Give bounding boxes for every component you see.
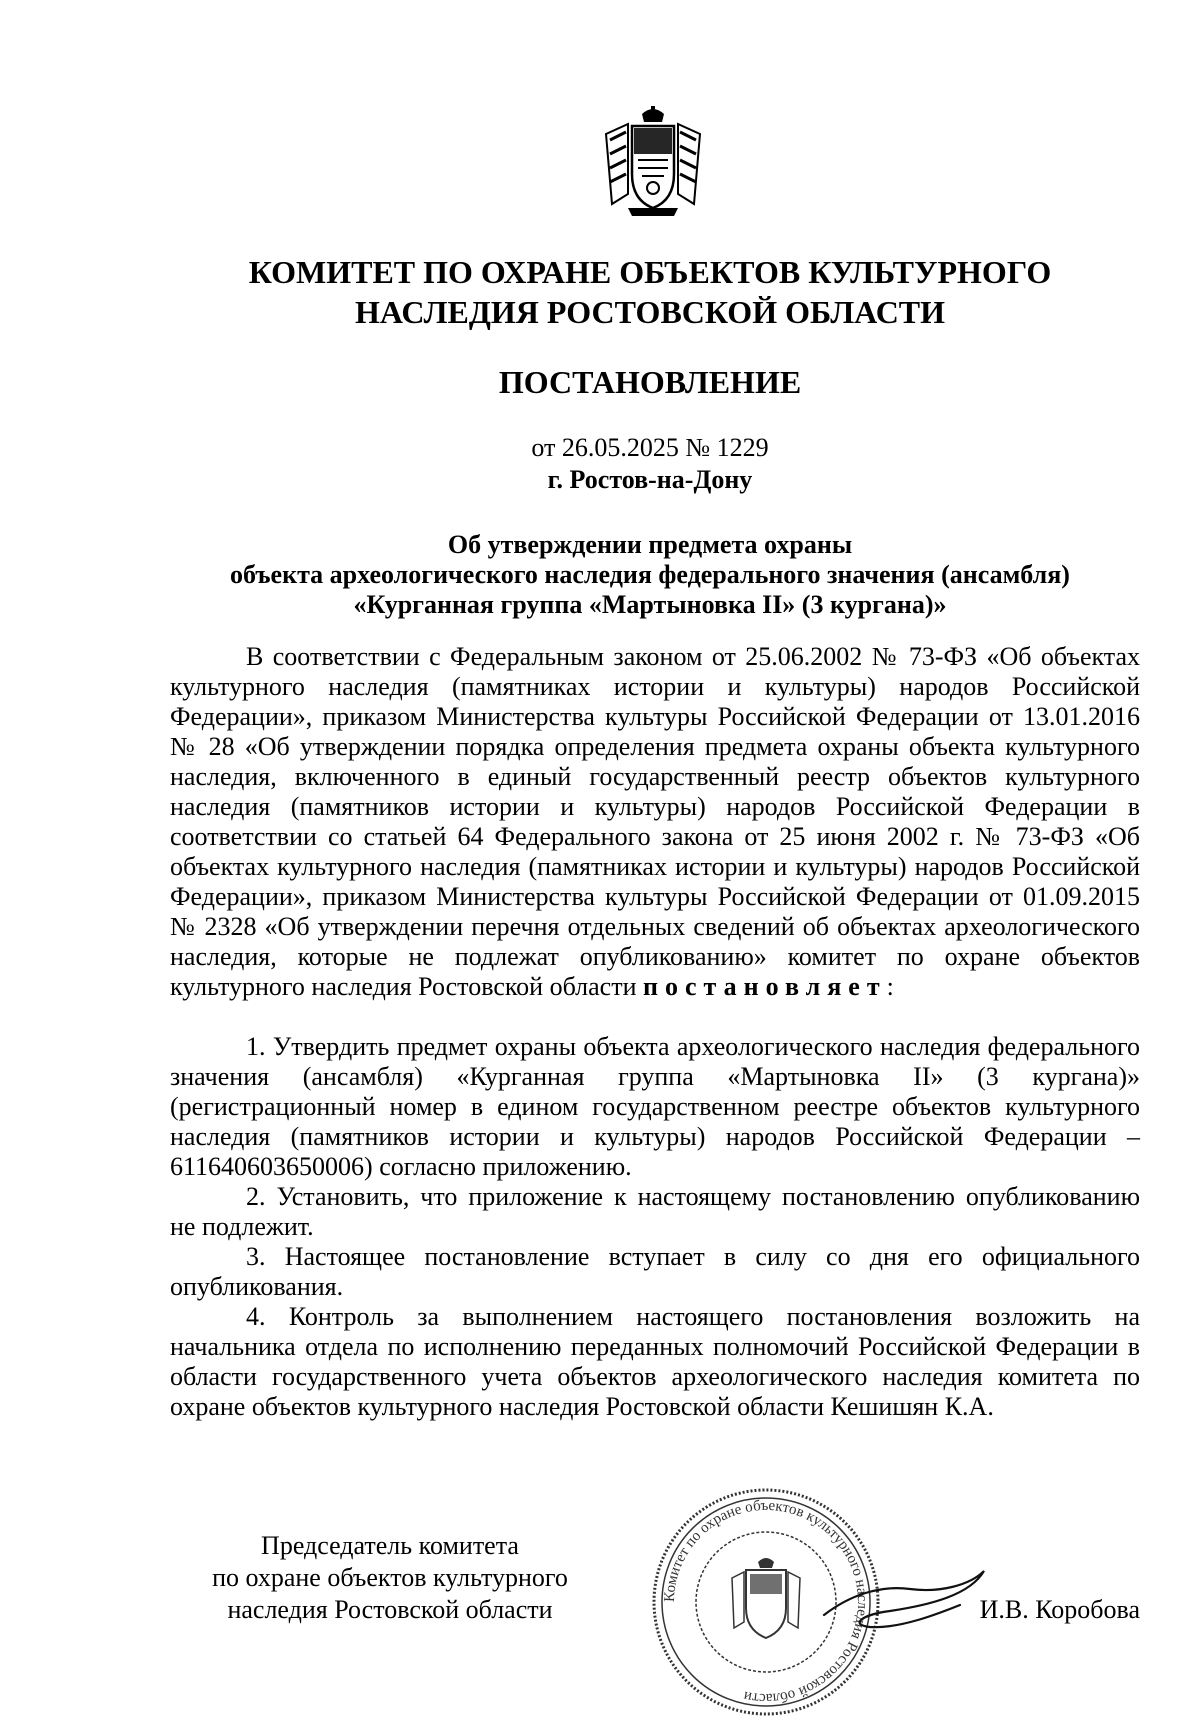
title-line-1: Об утверждении предмета охраны <box>447 530 853 559</box>
position-line-1: Председатель комитета <box>261 1531 519 1560</box>
position-line-3: наследия Ростовской области <box>227 1595 553 1624</box>
organization-line-1: КОМИТЕТ ПО ОХРАНЕ ОБЪЕКТОВ КУЛЬТУРНОГО <box>248 254 1052 290</box>
title-line-3: «Курганная группа «Мартыновка II» (3 кургана)» <box>353 590 947 619</box>
coat-of-arms-icon <box>598 104 708 222</box>
document-title <box>160 530 1140 620</box>
item-paragraph: 3. Настоящее постановление вступает в силу со дня его официального опубликования. <box>170 1242 1140 1301</box>
resolves-word: постановляет <box>643 972 887 1001</box>
document-type: ПОСТАНОВЛЕНИЕ <box>498 364 802 400</box>
organization-line-2: НАСЛЕДИЯ РОСТОВСКОЙ ОБЛАСТИ <box>354 294 946 330</box>
date-number: от 26.05.2025 № 1229 <box>531 433 769 462</box>
seal-text: Комитет по охране объектов культурного наследия Ростовской области <box>661 1497 871 1707</box>
title-line-2: объекта археологического наследия федерального значения (ансамбля) <box>230 560 1070 589</box>
organization-name <box>160 252 1140 332</box>
signatory-name: И.В. Коробова <box>979 1595 1140 1624</box>
signatory-position <box>160 1530 620 1626</box>
city: г. Ростов-на-Дону <box>547 465 753 494</box>
position-line-2: по охране объектов культурного <box>212 1563 568 1592</box>
preamble-text: В соответствии с Федеральным законом от 25.06.2002 № 73-ФЗ «Об объектах культурного наследия (памятниках истории и культуры) народов Российской Федерации», приказом Министерства культуры Российской Федерации от 13.01.2016 № 28 «Об утверждении порядка определения предмета охраны объекта культурного наследия, включенного в единый государственный реестр объектов культурного наследия (памятников истории и культуры) народов Российской Федерации в соответствии со статьей 64 Федерального закона от 25 июня 2002 г. № 73-ФЗ «Об объектах культурного наследия (памятниках истории и культуры) народов Российской Федерации», приказом Министерства культуры Российской Федерации от 01.09.2015 № 2328 «Об утверждении перечня отдельных сведений об объектах археологического наследия, которые не подлежат опубликованию» комитет по охране объектов культурного наследия Ростовской области <box>170 642 1140 1001</box>
item-paragraph: 4. Контроль за выполнением настоящего постановления возложить на начальника отдела по исполнению переданных полномочий Российской Федерации в области государственного учета объектов археологического наследия комитета по охране объектов культурного наследия Ростовской области Кешишян К.А. <box>170 1302 1140 1421</box>
document-body <box>170 642 1140 1422</box>
item-paragraph: 1. Утвердить предмет охраны объекта археологического наследия федерального значения (ансамбля) «Курганная группа «Мартыновка II» (3 кургана)» (регистрационный номер в едином государственном реестре объектов культурного наследия (памятников истории и культуры) народов Российской Федерации – 611640603650006) согласно приложению. <box>170 1032 1140 1181</box>
item-paragraph: 2. Установить, что приложение к настоящему постановлению опубликованию не подлежит. <box>170 1182 1140 1241</box>
preamble-paragraph <box>170 642 1140 1002</box>
handwritten-signature-icon <box>820 1555 990 1645</box>
preamble-colon: : <box>886 972 894 1001</box>
